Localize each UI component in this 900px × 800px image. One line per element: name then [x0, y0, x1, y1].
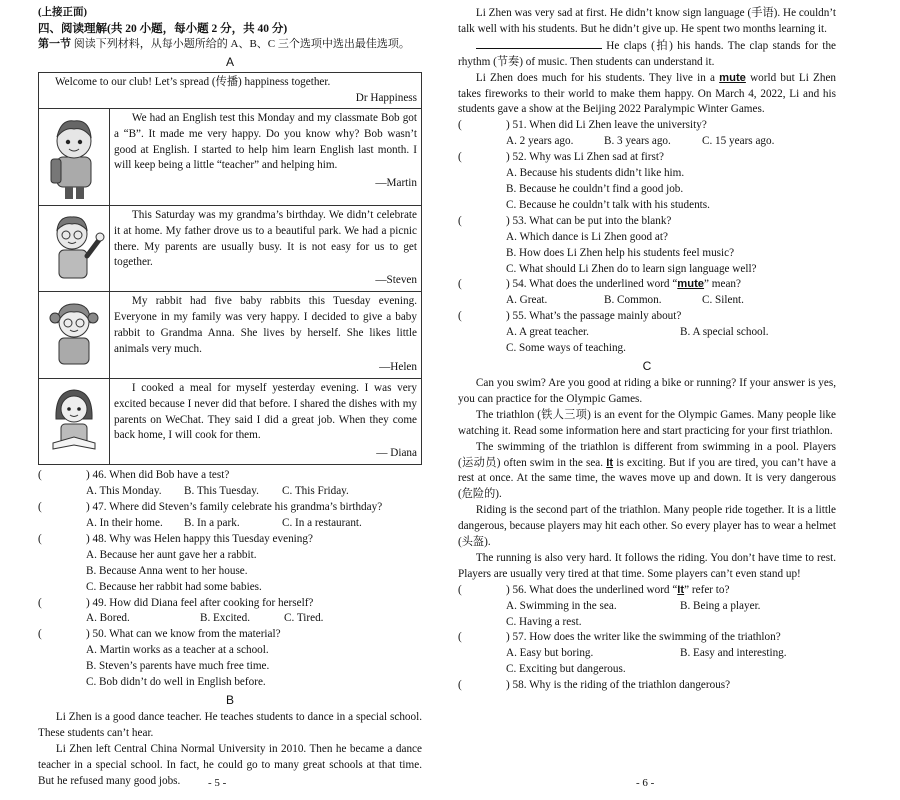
- paragraph-text: The swimming of the triathlon is different from swimming in a pool. Players (运动员) often swim in the sea.: [458, 440, 836, 469]
- entry-martin-author: —Martin: [375, 177, 417, 190]
- passage-b-paragraph-5: [458, 71, 836, 119]
- question-52-text: ) 52. Why was Li Zhen sad at first?: [506, 151, 664, 164]
- section-instruction-text: 阅读下列材料，从每小题所给的 A、B、C 三个选项中选出最佳选项。: [73, 38, 410, 51]
- entry-image-cell: [39, 205, 110, 292]
- option-b: B. Because he couldn’t find a good job.: [506, 182, 684, 195]
- boy-with-backpack-icon: [39, 109, 109, 205]
- entry-diana-text: I cooked a meal for myself yesterday evening. I was very excited because I never did that before. I shared the dishes with my parents on WeChat. They said I did a great job. When they come back home, I will cook for them.: [114, 381, 417, 442]
- answer-bracket[interactable]: (: [458, 310, 462, 323]
- paragraph-text: is exciting. But if you are tired, you can’t have a rest at once. At the same time, the waves move up and down. It is very dangerous (危险的).: [458, 456, 836, 501]
- option-b: B. In a park.: [184, 517, 240, 529]
- girl-with-glasses-icon: [39, 292, 109, 370]
- question-56: [458, 583, 836, 631]
- fill-in-blank[interactable]: [476, 38, 602, 49]
- entry-image-cell: [39, 292, 110, 379]
- paragraph-text: Li Zhen does much for his students. They live in a: [475, 71, 715, 84]
- option-a: A. Bored.: [86, 612, 130, 625]
- answer-bracket[interactable]: (: [38, 596, 42, 609]
- underlined-word-mute: mute: [677, 278, 705, 291]
- section-instruction-label: 第一节: [38, 38, 71, 51]
- passage-b-paragraph-4: [458, 38, 836, 71]
- question-text: ” mean?: [704, 278, 741, 291]
- entry-steven: [110, 205, 422, 292]
- continued-note: (上接正面): [38, 7, 87, 18]
- answer-bracket[interactable]: (: [38, 628, 42, 641]
- passage-b-paragraph-1: Li Zhen is a good dance teacher. He teaches students to dance in a special school. These students can’t hear.: [38, 711, 422, 739]
- option-b: B. Steven’s parents have much free time.: [86, 660, 270, 673]
- answer-bracket[interactable]: (: [38, 469, 42, 482]
- option-a: A. Which dance is Li Zhen good at?: [506, 230, 668, 243]
- section-instruction: [38, 37, 422, 53]
- option-c: C. Because he couldn’t talk with his students.: [506, 198, 710, 211]
- page-number-5: - 5 -: [208, 777, 227, 789]
- option-c: C. Silent.: [702, 294, 744, 307]
- question-text: ” refer to?: [684, 583, 730, 596]
- passage-c-paragraph-1: Can you swim? Are you good at riding a bike or running? If your answer is yes, you can practice for the Olympic Games.: [458, 376, 836, 405]
- passage-b-paragraph-3: Li Zhen was very sad at first. He didn’t know sign language (手语). He couldn’t talk well with his students. But he didn’t give up. He spent two months learning it.: [458, 7, 836, 35]
- option-c: C. Because her rabbit had some babies.: [86, 580, 262, 593]
- question-55-text: ) 55. What’s the passage mainly about?: [506, 310, 682, 323]
- answer-bracket[interactable]: (: [38, 532, 42, 545]
- club-sign: Dr Happiness: [355, 91, 417, 104]
- passage-a-label: A: [225, 54, 234, 69]
- club-intro: Welcome to our club! Let’s spread (传播) happiness together.: [55, 75, 331, 88]
- question-47: [38, 500, 422, 532]
- question-54-text: [506, 277, 741, 293]
- section-title: 四、阅读理解(共 20 小题，每小题 2 分，共 40 分): [38, 22, 288, 35]
- question-51-text: ) 51. When did Li Zhen leave the university?: [506, 119, 707, 132]
- option-a: A. A great teacher.: [506, 326, 589, 339]
- passage-c-paragraph-2: The triathlon (铁人三项) is an event for the Olympic Games. Many people like watching it. Read some information here and start practicing for your first triathlon.: [458, 408, 836, 437]
- passage-c-paragraph-3: [458, 440, 836, 504]
- question-50-text: ) 50. What can we know from the material?: [86, 628, 281, 641]
- option-c: C. This Friday.: [282, 485, 349, 498]
- entry-martin: [110, 108, 422, 205]
- underlined-word-mute: mute: [719, 71, 746, 84]
- question-46: [38, 468, 422, 500]
- question-48-text: ) 48. Why was Helen happy this Tuesday evening?: [86, 532, 313, 545]
- option-a: A. Martin works as a teacher at a school.: [86, 644, 269, 657]
- entry-steven-author: —Steven: [375, 274, 417, 287]
- entry-image-cell: [39, 108, 110, 205]
- answer-bracket[interactable]: (: [458, 119, 462, 132]
- answer-bracket[interactable]: (: [458, 679, 462, 692]
- question-57-text: ) 57. How does the writer like the swimming of the triathlon?: [506, 631, 781, 644]
- entry-helen-text: My rabbit had five baby rabbits this Tuesday evening. Everyone in my family was very happy. I decided to give a baby rabbit to Grandma Anna. She lives by herself. She likes little animals very much.: [114, 295, 417, 355]
- passage-c-label: C: [642, 358, 652, 373]
- passage-c-paragraph-5: The running is also very hard. It follows the riding. You don’t have time to rest. Players are usually very tired at that time. Some players can’t even stand up!: [458, 551, 836, 580]
- question-50: [38, 627, 422, 691]
- entry-diana: [110, 378, 422, 465]
- option-c: C. Exciting but dangerous.: [506, 663, 626, 676]
- option-b: B. Excited.: [200, 612, 251, 625]
- question-53-text: ) 53. What can be put into the blank?: [506, 214, 672, 227]
- option-a: A. Great.: [506, 294, 548, 307]
- answer-bracket[interactable]: (: [458, 583, 462, 596]
- option-c: C. 15 years ago.: [702, 135, 775, 148]
- answer-bracket[interactable]: (: [458, 631, 462, 644]
- club-table: [38, 72, 422, 465]
- passage-b-paragraph-2: Li Zhen left Central China Normal University in 2010. Then he became a dance teacher in a special school. In fact, he could go to many great schools at that time. But he refused many good jobs.: [38, 742, 422, 787]
- page-five: [38, 6, 422, 790]
- question-55: [458, 309, 836, 357]
- club-intro-cell: [39, 72, 422, 108]
- option-b: B. A special school.: [680, 326, 769, 339]
- passage-b-label: B: [225, 692, 234, 707]
- option-c: C. Some ways of teaching.: [506, 342, 626, 355]
- option-a: A. This Monday.: [86, 485, 162, 498]
- girl-reading-icon: [39, 379, 109, 457]
- option-b: B. 3 years ago.: [604, 135, 671, 148]
- option-c: C. Having a rest.: [506, 615, 582, 628]
- question-text: ) 54. What does the underlined word “: [506, 278, 678, 291]
- answer-bracket[interactable]: (: [458, 214, 462, 227]
- option-a: A. In their home.: [86, 517, 163, 529]
- passage-c-paragraph-4: Riding is the second part of the triathlon. Many people ride together. It is a little dangerous, because players may hit each other. So every player has to wear a helmet (头盔).: [458, 504, 836, 549]
- option-b: B. How does Li Zhen help his students feel music?: [506, 246, 735, 259]
- underlined-word-it: It: [677, 583, 685, 596]
- question-text: ) 56. What does the underlined word “: [506, 583, 678, 596]
- question-47-text: ) 47. Where did Steven’s family celebrate his grandma’s birthday?: [86, 501, 383, 514]
- question-46-text: ) 46. When did Bob have a test?: [86, 469, 230, 482]
- answer-bracket[interactable]: (: [458, 151, 462, 164]
- entry-image-cell: [39, 378, 110, 465]
- option-a: A. 2 years ago.: [506, 135, 574, 148]
- entry-diana-author: — Diana: [376, 447, 417, 460]
- option-c: C. In a restaurant.: [282, 517, 362, 529]
- entry-helen-author: —Helen: [379, 360, 417, 373]
- option-b: B. Because Anna went to her house.: [86, 564, 248, 577]
- paragraph-text: world but Li Zhen takes fireworks to their world to make them happy. On March 4, 2022, Li and his students gave a show at the Beijing 2022 Paralympic Winter Games.: [458, 71, 837, 116]
- underlined-word-it: It: [606, 456, 614, 469]
- boy-waving-icon: [39, 206, 109, 284]
- question-58-text: ) 58. Why is the riding of the triathlon dangerous?: [506, 679, 731, 692]
- option-b: B. Being a player.: [680, 599, 761, 612]
- question-49-text: ) 49. How did Diana feel after cooking for herself?: [86, 596, 314, 609]
- option-b: B. Easy and interesting.: [680, 647, 787, 660]
- page-number-6: - 6 -: [636, 777, 655, 789]
- question-58: [458, 678, 836, 694]
- question-57: [458, 630, 836, 678]
- question-52: [458, 150, 836, 214]
- question-48: [38, 532, 422, 596]
- entry-helen: [110, 292, 422, 379]
- option-c: C. What should Li Zhen do to learn sign language well?: [506, 262, 757, 275]
- passage-b-paragraph-4-text: He claps (拍) his hands. The clap stands for the rhythm (节奏) of music. Then students can understand it.: [458, 39, 836, 68]
- entry-martin-text: We had an English test this Monday and my classmate Bob got a “B”. It made me very happy. Do you know why? Bob wasn’t good at English. I started to help him learn English last month. I will keep being a little “teacher” and helping him.: [114, 111, 417, 172]
- page-six: [458, 6, 836, 694]
- option-a: A. Swimming in the sea.: [506, 599, 617, 612]
- question-51: [458, 118, 836, 150]
- answer-bracket[interactable]: (: [38, 501, 42, 514]
- option-c: C. Bob didn’t do well in English before.: [86, 676, 266, 689]
- option-a: A. Because his students didn’t like him.: [506, 167, 685, 180]
- option-a: A. Because her aunt gave her a rabbit.: [86, 548, 257, 561]
- option-b: B. Common.: [604, 294, 662, 307]
- entry-steven-text: This Saturday was my grandma’s birthday. We didn’t celebrate it at home. My father drove us to a beautiful park. We had a picnic there. My parents are usually busy. It is not easy for us to get together.: [114, 208, 417, 269]
- option-c: C. Tired.: [284, 612, 324, 625]
- question-53: [458, 214, 836, 278]
- question-54: [458, 277, 836, 309]
- question-49: [38, 596, 422, 628]
- option-a: A. Easy but boring.: [506, 647, 594, 660]
- answer-bracket[interactable]: (: [458, 278, 462, 291]
- option-b: B. This Tuesday.: [184, 485, 259, 498]
- question-56-text: [506, 583, 729, 599]
